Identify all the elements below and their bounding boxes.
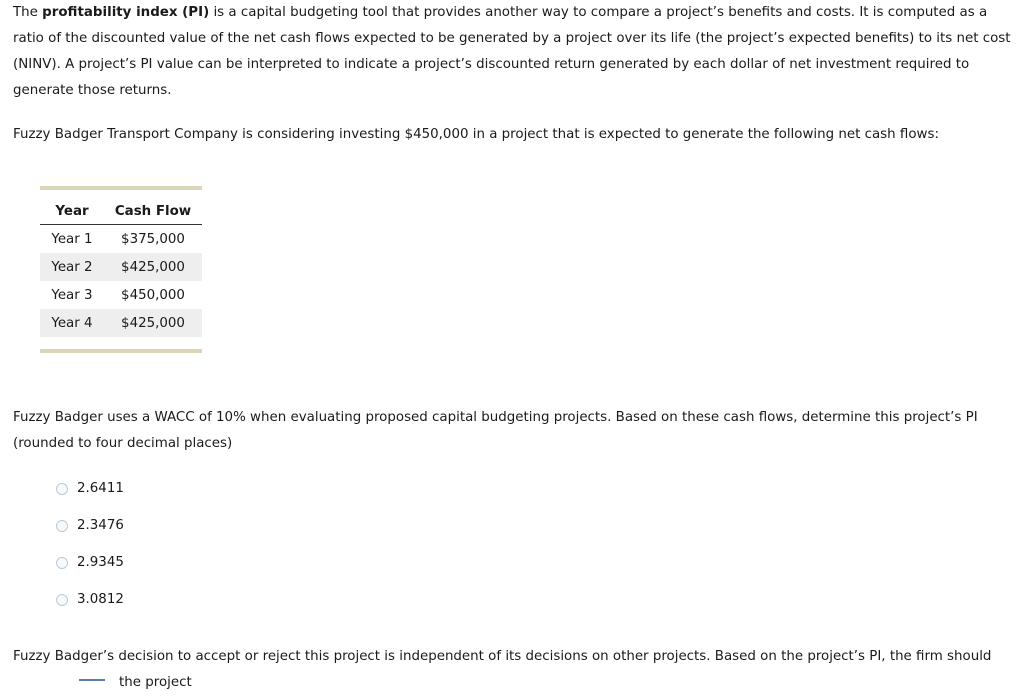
table-row [40,309,202,337]
answer-option[interactable] [56,552,124,589]
table-row [40,281,202,309]
radio-button[interactable] [56,594,68,606]
intro-lead: The [13,5,43,20]
year-cell: Year 4 [40,309,104,337]
table-row [40,225,202,254]
decision-dropdown-row [79,670,192,690]
intro-paragraph [13,0,1019,104]
answer-option-label[interactable]: 2.6411 [77,481,124,496]
intro-term: profitability index (PI) [42,5,210,20]
intro-rest: is a capital budgeting tool that provides another way to compare a project’s benefits and costs. It is computed as a ratio of the discounted value of the net cash flows expected to be generated by a project over its life (the project’s expected benefits) to its net cost (NINV). A project’s PI value can be interpreted to indicate a project’s discounted return generated by each dollar of net investment required to generate those returns. [13,5,1011,98]
decision-question-text: Fuzzy Badger’s decision to accept or reject this project is independent of its decisions on other projects. Based on the project’s PI, the firm should [13,649,992,664]
table-row [40,253,202,281]
cash-flow-cell: $425,000 [104,309,202,337]
answer-option-label[interactable]: 2.9345 [77,555,124,570]
cash-flow-table-frame [40,186,202,353]
scenario-text: Fuzzy Badger Transport Company is considering investing $450,000 in a project that is expected to generate the following net cash flows: [13,127,939,142]
cash-flow-cell: $450,000 [121,287,185,303]
radio-button[interactable] [56,483,68,495]
year-column-header: Year [40,198,104,225]
year-cell: Year 2 [40,253,104,281]
answer-options [56,478,124,626]
answer-option[interactable] [56,589,124,626]
decision-dropdown[interactable] [79,679,105,681]
answer-option[interactable] [56,478,124,515]
answer-option[interactable] [56,515,124,552]
cash-flow-cell: $425,000 [104,253,202,281]
cash-flow-cell: $375,000 [121,231,185,247]
answer-option-label[interactable]: 3.0812 [77,592,124,607]
year-cell: Year 1 [51,231,93,247]
cash-flow-column-header: Cash Flow [104,198,202,225]
year-cell: Year 3 [51,287,93,303]
cash-flow-table [40,198,202,337]
radio-button[interactable] [56,520,68,532]
answer-option-label[interactable]: 2.3476 [77,518,124,533]
decision-tail-text: the project [119,675,192,690]
radio-button[interactable] [56,557,68,569]
table-header-row [40,198,202,225]
question-text: Fuzzy Badger uses a WACC of 10% when evaluating proposed capital budgeting projects. Based on these cash flows, determine this project’s PI (rounded to four decimal places) [13,410,978,451]
